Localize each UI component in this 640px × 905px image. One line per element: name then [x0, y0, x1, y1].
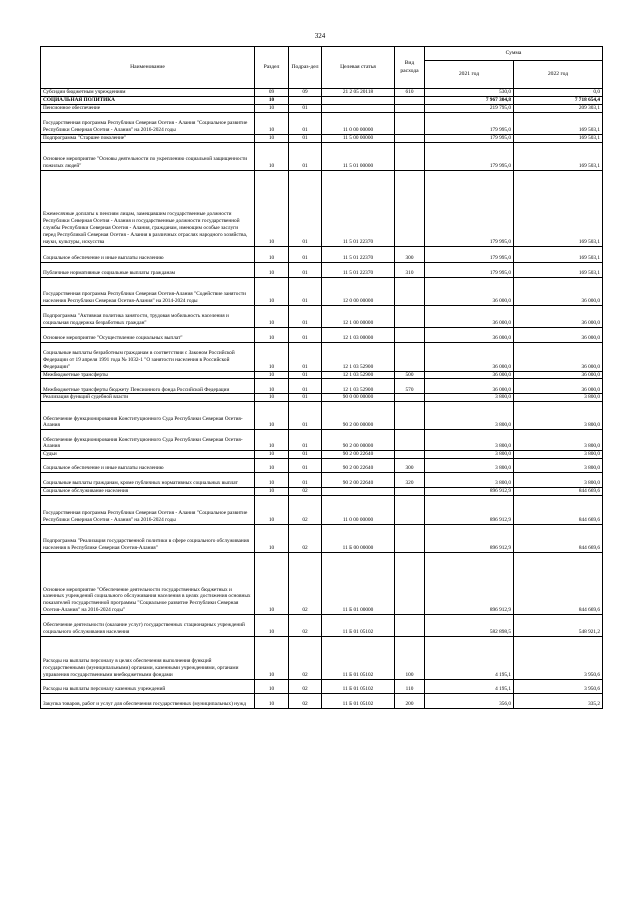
table-row	[41, 170, 603, 246]
cell-expense-type	[395, 327, 425, 342]
cell-name: Социальное обслуживание населения	[41, 488, 255, 496]
cell-target: 12 1 03 00000	[322, 327, 395, 342]
cell-name: Судьи	[41, 451, 255, 459]
cell-sum-2022: 36 000,0	[514, 277, 603, 305]
cell-section: 10	[255, 96, 289, 104]
cell-target: 11 0 00 00000	[322, 496, 395, 525]
cell-sum-2022: 3 950,6	[514, 680, 603, 694]
cell-subsection: 02	[289, 637, 322, 680]
cell-sum-2021: 3 800,0	[425, 451, 514, 459]
table-header	[41, 47, 603, 89]
table-row	[41, 277, 603, 305]
cell-sum-2022: 844 669,6	[514, 488, 603, 496]
cell-subsection: 09	[289, 89, 322, 97]
cell-expense-type: 110	[395, 680, 425, 694]
cell-name: Социальное обеспечение и иные выплаты населению	[41, 246, 255, 262]
cell-name: Обеспечение функционирования Конституционного Суда Республики Северная Осетия-Алания	[41, 430, 255, 451]
cell-name: Государственная программа Республики Северная Осетия - Алания "Социальное развитие Республики Северная Осетия - Алания" на 2016-2024 годы	[41, 112, 255, 134]
cell-subsection: 01	[289, 170, 322, 246]
cell-sum-2021: 36 000,0	[425, 371, 514, 379]
cell-sum-2022: 169 503,1	[514, 170, 603, 246]
table-row	[41, 246, 603, 262]
cell-sum-2021: 896 912,9	[425, 553, 514, 615]
cell-subsection: 01	[289, 262, 322, 277]
cell-name: СОЦИАЛЬНАЯ ПОЛИТИКА	[41, 96, 255, 104]
cell-sum-2021: 219 795,0	[425, 104, 514, 112]
table-row	[41, 694, 603, 709]
cell-subsection: 02	[289, 615, 322, 637]
cell-section: 10	[255, 694, 289, 709]
cell-section: 10	[255, 342, 289, 371]
cell-sum-2021: 179 995,0	[425, 134, 514, 142]
cell-sum-2022: 169 503,1	[514, 246, 603, 262]
cell-target: 12 1 03 52900	[322, 342, 395, 371]
table-row	[41, 394, 603, 402]
cell-target: 11 Б 00 00000	[322, 525, 395, 553]
cell-expense-type	[395, 112, 425, 134]
cell-name: Социальные выплаты безработным гражданам в соответствии с Законом Российской Федерации от 19 апреля 1991 года № 1032-1 "О занятости населения в Российской Федерации"	[41, 342, 255, 371]
cell-section: 10	[255, 488, 289, 496]
table-row	[41, 430, 603, 451]
table-row	[41, 134, 603, 142]
cell-sum-2022: 548 921,2	[514, 615, 603, 637]
table-row	[41, 112, 603, 134]
cell-name: Обеспечение деятельности (оказание услуг) государственных стационарных учреждений социального обслуживания населения	[41, 615, 255, 637]
cell-subsection: 01	[289, 473, 322, 488]
cell-sum-2022: 844 669,6	[514, 496, 603, 525]
cell-name: Подпрограмма "Старшее поколение"	[41, 134, 255, 142]
cell-name: Реализация функций судебной власти	[41, 394, 255, 402]
cell-name: Межбюджетные трансферты	[41, 371, 255, 379]
cell-section: 10	[255, 327, 289, 342]
cell-subsection	[289, 96, 322, 104]
cell-target: 11 0 00 00000	[322, 112, 395, 134]
table-row	[41, 496, 603, 525]
cell-sum-2022: 36 000,0	[514, 342, 603, 371]
table-row	[41, 262, 603, 277]
cell-sum-2022: 209 303,1	[514, 104, 603, 112]
cell-sum-2022: 3 800,0	[514, 459, 603, 473]
cell-target: 12 1 03 52900	[322, 371, 395, 379]
cell-name: Закупка товаров, работ и услуг для обеспечения государственных (муниципальных) нужд	[41, 694, 255, 709]
cell-sum-2021: 179 995,0	[425, 142, 514, 170]
cell-subsection: 01	[289, 277, 322, 305]
cell-section: 10	[255, 615, 289, 637]
cell-sum-2021: 3 800,0	[425, 430, 514, 451]
cell-section: 10	[255, 402, 289, 430]
cell-target: 90 2 00 22640	[322, 459, 395, 473]
cell-section: 10	[255, 246, 289, 262]
cell-expense-type	[395, 277, 425, 305]
cell-sum-2021: 3 800,0	[425, 402, 514, 430]
header-sum: Сумма	[425, 47, 603, 61]
cell-subsection: 01	[289, 134, 322, 142]
cell-expense-type	[395, 170, 425, 246]
cell-subsection: 01	[289, 327, 322, 342]
cell-sum-2022: 3 950,6	[514, 637, 603, 680]
cell-subsection: 02	[289, 496, 322, 525]
cell-sum-2022: 335,2	[514, 694, 603, 709]
table-row	[41, 342, 603, 371]
cell-expense-type: 500	[395, 371, 425, 379]
table-row	[41, 96, 603, 104]
table-row	[41, 371, 603, 379]
table-row	[41, 402, 603, 430]
cell-expense-type: 100	[395, 637, 425, 680]
cell-subsection: 01	[289, 342, 322, 371]
cell-expense-type: 320	[395, 473, 425, 488]
table-row	[41, 637, 603, 680]
table-body	[41, 89, 603, 709]
cell-name: Государственная программа Республики Северная Осетия - Алания "Социальное развитие Республики Северная Осетия - Алания" на 2016-2024 годы	[41, 496, 255, 525]
cell-target: 21 2 05 20118	[322, 89, 395, 97]
cell-target: 11 5 00 00000	[322, 134, 395, 142]
cell-target: 90 2 00 00000	[322, 430, 395, 451]
cell-name: Основное мероприятие "Основы деятельности по укреплению социальной защищенности пожилых людей"	[41, 142, 255, 170]
cell-section: 10	[255, 459, 289, 473]
header-subsection: Подраз-дел	[289, 47, 322, 89]
table-row	[41, 459, 603, 473]
cell-name: Пенсионное обеспечение	[41, 104, 255, 112]
table-row	[41, 488, 603, 496]
cell-name: Социальное обеспечение и иные выплаты населению	[41, 459, 255, 473]
cell-name: Обеспечение функционирования Конституционного Суда Республики Северная Осетия-Алания	[41, 402, 255, 430]
table-row	[41, 89, 603, 97]
cell-sum-2022: 844 669,6	[514, 553, 603, 615]
cell-section: 10	[255, 394, 289, 402]
cell-sum-2021: 4 195,1	[425, 637, 514, 680]
cell-sum-2022: 844 669,6	[514, 525, 603, 553]
cell-name: Публичные нормативные социальные выплаты гражданам	[41, 262, 255, 277]
cell-sum-2021: 36 000,0	[425, 327, 514, 342]
cell-sum-2022: 3 800,0	[514, 430, 603, 451]
cell-name: Подпрограмма "Активная политика занятости, трудовая мобильность населения и социальная поддержка безработных граждан"	[41, 305, 255, 327]
cell-expense-type	[395, 553, 425, 615]
cell-name: Расходы на выплаты персоналу казенных учреждений	[41, 680, 255, 694]
table-row	[41, 473, 603, 488]
cell-section: 10	[255, 473, 289, 488]
cell-expense-type	[395, 525, 425, 553]
cell-section: 10	[255, 112, 289, 134]
cell-name: Субсидии бюджетным учреждениям	[41, 89, 255, 97]
cell-sum-2021: 179 995,0	[425, 112, 514, 134]
cell-subsection: 02	[289, 680, 322, 694]
cell-subsection: 01	[289, 402, 322, 430]
cell-name: Подпрограмма "Реализация государственной политики в сфере социального обслуживания населения в Республике Северная Осетия-Алания"	[41, 525, 255, 553]
cell-expense-type	[395, 394, 425, 402]
cell-target: 12 1 00 00000	[322, 305, 395, 327]
cell-target: 11 5 01 22370	[322, 262, 395, 277]
table-row	[41, 553, 603, 615]
cell-sum-2021: 36 000,0	[425, 379, 514, 394]
cell-sum-2021: 896 912,9	[425, 525, 514, 553]
cell-sum-2022: 169 503,1	[514, 112, 603, 134]
cell-name: Основное мероприятие "Обеспечение деятельности государственных бюджетных и казенных учреждений социального обслуживания населения в целях достижения основных показателей государственной программы "Социальное развитие Республики Северная Осетия-Алания" на 2016-2024 годы"	[41, 553, 255, 615]
header-section: Раздел	[255, 47, 289, 89]
cell-section: 10	[255, 680, 289, 694]
cell-section: 10	[255, 379, 289, 394]
cell-expense-type: 300	[395, 246, 425, 262]
cell-expense-type	[395, 142, 425, 170]
cell-sum-2021: 36 000,0	[425, 342, 514, 371]
cell-target: 11 5 01 22370	[322, 170, 395, 246]
header-expense-type: Вид расхода	[395, 47, 425, 89]
cell-sum-2022: 3 800,0	[514, 451, 603, 459]
cell-expense-type	[395, 134, 425, 142]
cell-sum-2022: 36 000,0	[514, 305, 603, 327]
cell-expense-type	[395, 402, 425, 430]
table-row	[41, 615, 603, 637]
cell-sum-2022: 0,0	[514, 89, 603, 97]
cell-sum-2022: 169 503,1	[514, 134, 603, 142]
cell-name: Ежемесячные доплаты к пенсиям лицам, замещавшим государственные должности Республики Северная Осетия - Алания и государственные должности государственной службы Республики Северная Осетия - Алания, гражданам, имеющим особые заслуги перед Республикой Северная Осетия - Алания в различных отраслях народного хозяйства, науки, культуры, искусства	[41, 170, 255, 246]
cell-sum-2022: 169 503,1	[514, 262, 603, 277]
cell-section: 10	[255, 496, 289, 525]
cell-expense-type	[395, 104, 425, 112]
cell-expense-type	[395, 615, 425, 637]
cell-section: 10	[255, 277, 289, 305]
cell-target: 90 2 00 22640	[322, 451, 395, 459]
table-row	[41, 305, 603, 327]
cell-target	[322, 96, 395, 104]
cell-sum-2022: 36 000,0	[514, 327, 603, 342]
cell-sum-2021: 179 995,0	[425, 246, 514, 262]
cell-subsection: 01	[289, 394, 322, 402]
cell-subsection: 01	[289, 459, 322, 473]
cell-subsection: 01	[289, 430, 322, 451]
cell-expense-type	[395, 342, 425, 371]
cell-target: 90 2 00 22640	[322, 473, 395, 488]
cell-sum-2022: 36 000,0	[514, 371, 603, 379]
table-row	[41, 379, 603, 394]
cell-target: 90 2 00 00000	[322, 402, 395, 430]
cell-expense-type	[395, 305, 425, 327]
cell-subsection: 02	[289, 525, 322, 553]
cell-sum-2021: 4 195,1	[425, 680, 514, 694]
cell-section: 10	[255, 525, 289, 553]
cell-section: 10	[255, 451, 289, 459]
cell-section: 10	[255, 305, 289, 327]
cell-expense-type: 200	[395, 694, 425, 709]
cell-sum-2021: 3 800,0	[425, 394, 514, 402]
cell-section: 10	[255, 637, 289, 680]
cell-expense-type	[395, 488, 425, 496]
cell-sum-2021: 3 800,0	[425, 473, 514, 488]
cell-subsection: 01	[289, 246, 322, 262]
header-year-2021: 2021 год	[425, 61, 514, 89]
cell-sum-2021: 3 800,0	[425, 459, 514, 473]
cell-target	[322, 488, 395, 496]
cell-subsection: 01	[289, 142, 322, 170]
cell-name: Государственная программа Республики Северная Осетия-Алания "Содействие занятости населения Республики Северная Осетия-Алания" на 2014-2024 годы	[41, 277, 255, 305]
cell-target: 11 Б 01 05102	[322, 680, 395, 694]
table-row	[41, 142, 603, 170]
cell-target: 12 0 00 00000	[322, 277, 395, 305]
cell-sum-2021: 7 967 304,8	[425, 96, 514, 104]
cell-sum-2021: 896 912,9	[425, 496, 514, 525]
cell-subsection: 01	[289, 451, 322, 459]
cell-sum-2021: 179 995,0	[425, 262, 514, 277]
cell-expense-type: 300	[395, 459, 425, 473]
cell-expense-type	[395, 496, 425, 525]
cell-subsection: 01	[289, 371, 322, 379]
cell-name: Расходы на выплаты персоналу в целях обеспечения выполнения функций государственными (муниципальными) органами, казенными учреждениями, органами управления государственными внебюджетными фондами	[41, 637, 255, 680]
cell-sum-2022: 3 800,0	[514, 394, 603, 402]
header-target: Целевая статья	[322, 47, 395, 89]
cell-subsection: 02	[289, 694, 322, 709]
cell-target	[322, 104, 395, 112]
cell-subsection: 01	[289, 305, 322, 327]
cell-section: 09	[255, 89, 289, 97]
table-row	[41, 680, 603, 694]
cell-target: 11 Б 01 05102	[322, 615, 395, 637]
cell-subsection: 02	[289, 553, 322, 615]
cell-sum-2021: 36 000,0	[425, 305, 514, 327]
cell-section: 10	[255, 104, 289, 112]
cell-target: 90 0 00 00000	[322, 394, 395, 402]
cell-sum-2022: 3 800,0	[514, 473, 603, 488]
cell-target: 11 Б 01 05102	[322, 694, 395, 709]
cell-sum-2022: 169 503,1	[514, 142, 603, 170]
cell-sum-2021: 896 912,9	[425, 488, 514, 496]
cell-subsection: 01	[289, 379, 322, 394]
cell-sum-2021: 179 995,0	[425, 170, 514, 246]
header-name: Наименование	[41, 47, 255, 89]
cell-expense-type: 310	[395, 262, 425, 277]
cell-section: 10	[255, 371, 289, 379]
page-number: 324	[314, 32, 326, 40]
cell-section: 10	[255, 262, 289, 277]
cell-subsection: 02	[289, 488, 322, 496]
cell-expense-type: 570	[395, 379, 425, 394]
cell-section: 10	[255, 553, 289, 615]
budget-table	[40, 46, 603, 709]
cell-expense-type: 610	[395, 89, 425, 97]
cell-target: 11 5 01 22370	[322, 246, 395, 262]
cell-sum-2021: 530,0	[425, 89, 514, 97]
cell-name: Основное мероприятие "Осуществление социальных выплат"	[41, 327, 255, 342]
cell-section: 10	[255, 430, 289, 451]
cell-sum-2022: 7 718 654,4	[514, 96, 603, 104]
cell-section: 10	[255, 170, 289, 246]
cell-target: 11 5 01 00000	[322, 142, 395, 170]
cell-sum-2022: 36 000,0	[514, 379, 603, 394]
cell-name: Межбюджетные трансферты бюджету Пенсионного фонда Российской Федерации	[41, 379, 255, 394]
cell-expense-type	[395, 430, 425, 451]
cell-target: 11 Б 01 05102	[322, 637, 395, 680]
table-row	[41, 451, 603, 459]
table-row	[41, 525, 603, 553]
cell-sum-2022: 3 800,0	[514, 402, 603, 430]
cell-sum-2021: 582 898,5	[425, 615, 514, 637]
cell-subsection: 01	[289, 112, 322, 134]
cell-section: 10	[255, 134, 289, 142]
cell-sum-2021: 36 000,0	[425, 277, 514, 305]
table-row	[41, 104, 603, 112]
cell-subsection: 01	[289, 104, 322, 112]
cell-expense-type	[395, 96, 425, 104]
header-year-2022: 2022 год	[514, 61, 603, 89]
cell-target: 12 1 03 52900	[322, 379, 395, 394]
table-row	[41, 327, 603, 342]
cell-name: Социальные выплаты гражданам, кроме публичных нормативных социальных выплат	[41, 473, 255, 488]
cell-expense-type	[395, 451, 425, 459]
cell-section: 10	[255, 142, 289, 170]
cell-sum-2021: 356,0	[425, 694, 514, 709]
cell-target: 11 Б 01 00000	[322, 553, 395, 615]
